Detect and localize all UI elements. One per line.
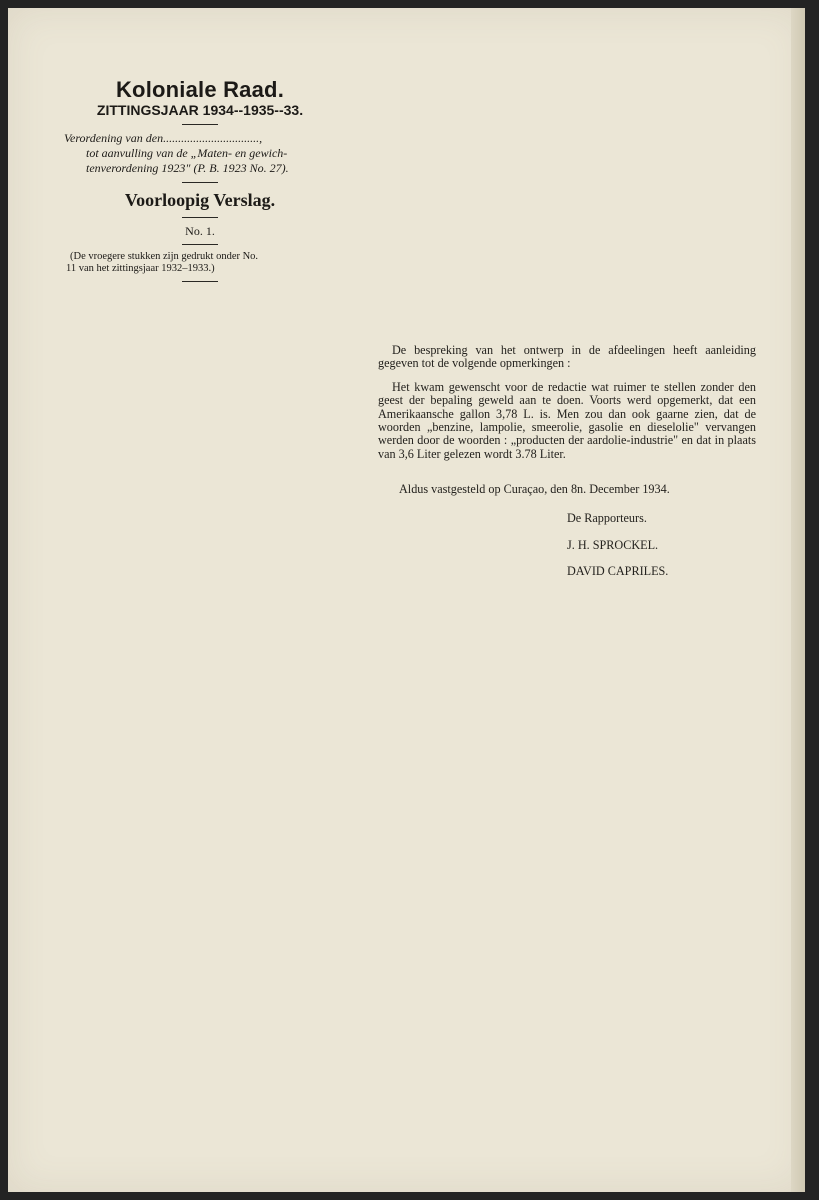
council-title: Koloniale Raad. (115, 77, 285, 102)
previous-documents-note (60, 251, 340, 275)
document-header (60, 78, 340, 288)
ordinance-line: Verordening van den................................, (64, 131, 263, 145)
note-line: (De vroegere stukken zijn gedrukt onder No. (70, 251, 259, 262)
place-date-line: Aldus vastgesteld op Curaçao, den 8n. December 1934. (399, 482, 670, 496)
divider (182, 244, 218, 245)
divider (182, 281, 218, 282)
signatory-name: J. H. SPROCKEL. (567, 538, 659, 552)
divider (182, 182, 218, 183)
signatory-name: DAVID CAPRILES. (567, 564, 669, 578)
divider (182, 217, 218, 218)
body-paragraph: Het kwam gewenscht voor de redactie wat ruimer te stellen zonder den geest der bepaling geweld aan te doen. Voorts werd opgemerkt, dat een Amerikaansche gallon 3,78 L. is. Men zou dan ook gaarne zien, dat de woorden „benzine, lampolie, smeerolie, gasolie en dieselolie" vervangen werden door de woorden : „producten der aardolie-industrie" en dat in plaats van 3,6 Liter gelezen wordt 3.78 Liter. (378, 379, 756, 461)
rapporteurs-label: De Rapporteurs. (567, 511, 647, 525)
page-edge (791, 8, 805, 1192)
report-number: No. 1. (185, 224, 215, 238)
ordinance-line: tenverordening 1923" (P. B. 1923 No. 27). (86, 161, 289, 175)
session-year: ZITTINGSJAAR 1934--1935--33. (96, 102, 304, 118)
ordinance-description (60, 131, 340, 176)
report-body (378, 344, 756, 471)
note-line: 11 van het zittingsjaar 1932–1933.) (66, 263, 215, 274)
report-title: Voorloopig Verslag. (124, 190, 276, 210)
body-paragraph: De bespreking van het ontwerp in de afdeelingen heeft aanleiding gegeven tot de volgende opmerkingen : (378, 343, 756, 371)
divider (182, 124, 218, 125)
ordinance-line: tot aanvulling van de „Maten- en gewich- (86, 146, 288, 160)
document-page (8, 8, 805, 1192)
